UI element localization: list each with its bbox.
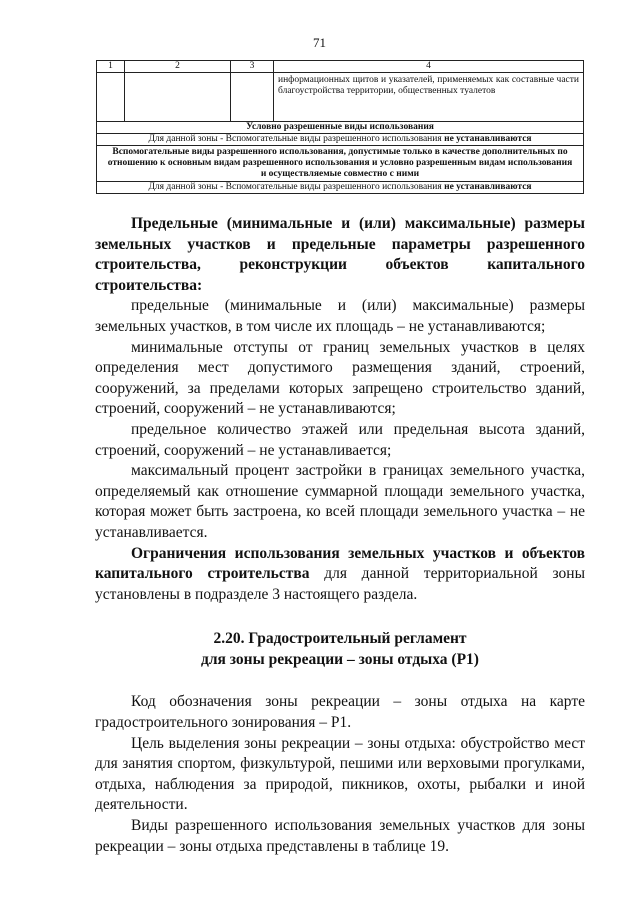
table-cell-empty (125, 73, 231, 122)
paragraph-plot-sizes: предельные (минимальные и (или) максимальные) размеры земельных участков, в том числе их площадь – не устанавливаются; (95, 297, 585, 335)
paragraph-floors: предельное количество этажей или предельная высота зданий, строений, сооружений – не устанавливается; (95, 420, 585, 459)
paragraph-zone-purpose: Цель выделения зоны рекреации – зоны отдыха: обустройство мест для занятия спортом, физкультурой, пешими или верховыми прогулками, отдыха, наблюдения за природой, пикников, охоты, рыбалки и иной деятельности. (95, 734, 585, 814)
table-note-row (97, 182, 584, 194)
restrictions-rest: для данной территориальной зоны установлены в подразделе 3 настоящего раздела. (95, 565, 585, 603)
paragraph-zone-code: Код обозначения зоны рекреации – зоны отдыха на карте градостроительного зонирования – Р1. (95, 693, 585, 732)
column-number-3: 3 (231, 61, 274, 73)
column-number-1: 1 (97, 61, 125, 73)
table-row (97, 146, 584, 182)
regulation-table (96, 60, 584, 194)
paragraph-table-reference: Виды разрешенного использования земельных участков для зоны рекреации – зоны отдыха представлены в таблице 19. (95, 817, 585, 855)
column-number-2: 2 (125, 61, 231, 73)
auxiliary-uses-header: Вспомогательные виды разрешенного использования, допустимые только в качестве дополнительных по отношению к основным видам разрешенного использования и условно разрешенным видам использования и осуществляемые совместно с ними (97, 146, 584, 182)
paragraph-coverage: максимальный процент застройки в границах земельного участка, определяемый как отношение суммарной площади земельного участка, которая может быть застроена, ко всей площади земельного участка – не устанавливается. (95, 462, 585, 541)
table-row (97, 122, 584, 134)
note-value: не устанавливаются (444, 134, 532, 144)
section-title: 2.20. Градостроительный регламент (213, 630, 467, 648)
column-number-4: 4 (274, 61, 584, 73)
table-cell-empty (97, 73, 125, 122)
table-cell-empty (231, 73, 274, 122)
table-row (97, 73, 584, 122)
table-column-numbers (97, 61, 584, 73)
note-text: Для данной зоны - Вспомогательные виды разрешенного использования (148, 182, 445, 192)
note-text: Для данной зоны - Вспомогательные виды разрешенного использования (148, 134, 445, 144)
page-number: 71 (313, 35, 326, 50)
conditional-uses-header: Условно разрешенные виды использования (97, 122, 584, 134)
restrictions-bold: Ограничения использования земельных участков и объектов капитального строительства (95, 544, 585, 583)
limits-heading: Предельные (минимальные и (или) максимальные) размеры земельных участков и предельные параметры разрешенного строительства, реконструкции объектов капитального строительства: (95, 215, 585, 294)
table-note-row (97, 134, 584, 146)
table-cell-description: информационных щитов и указателей, применяемых как составные части благоустройства территории, общественных туалетов (274, 73, 584, 122)
section-subtitle: для зоны рекреации – зоны отдыха (Р1) (201, 650, 479, 668)
table-row (97, 134, 584, 146)
body-text (95, 214, 585, 857)
paragraph-setbacks: минимальные отступы от границ земельных участков в целях определения мест допустимого размещения зданий, строений, сооружений, за пределами которых запрещено строительство зданий, строений, сооружений – не устанавливаются; (95, 338, 585, 418)
paragraph-restrictions (95, 544, 585, 606)
note-value: не устанавливаются (444, 182, 532, 192)
table-row (97, 182, 584, 194)
